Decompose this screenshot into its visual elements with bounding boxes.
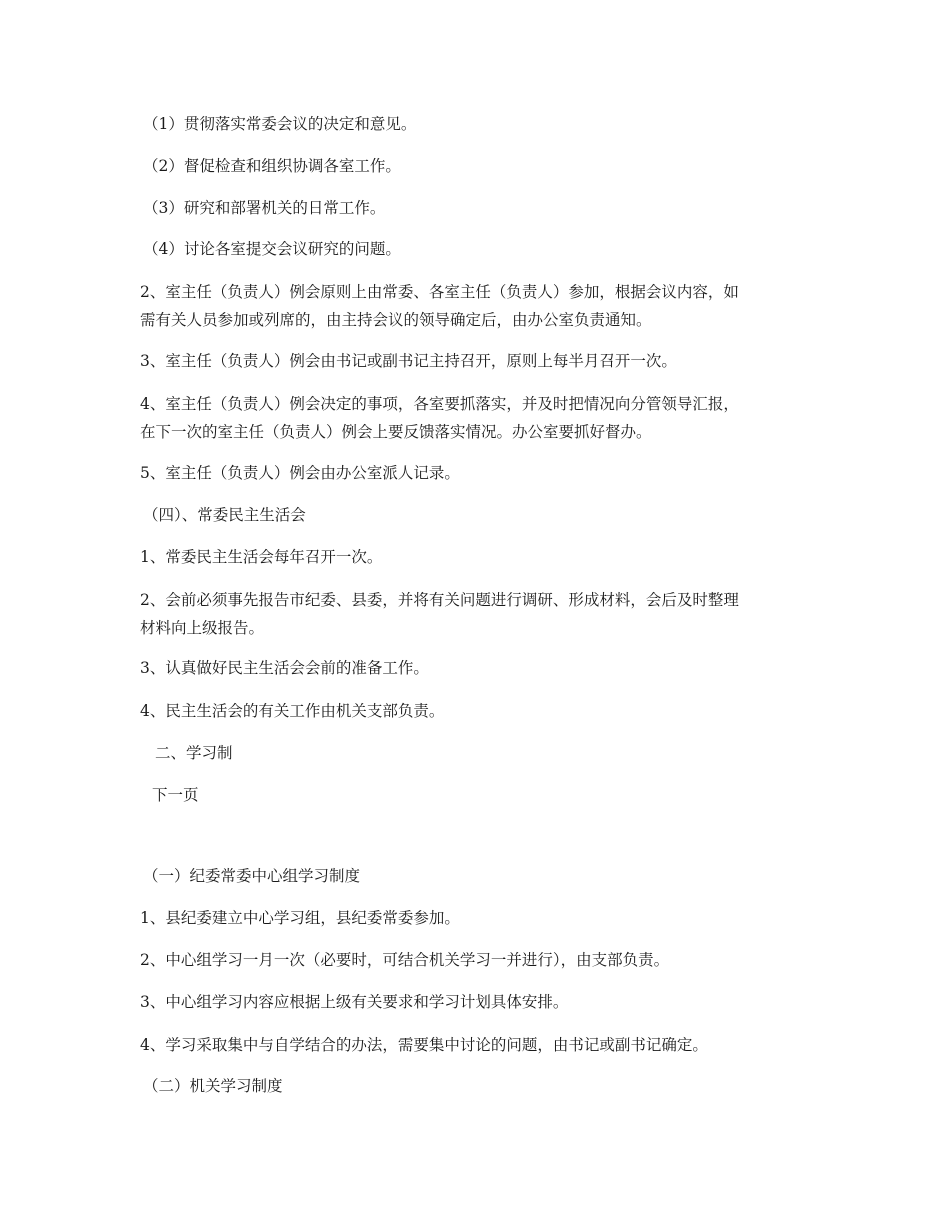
paragraph-item-2: （2）督促检查和组织协调各室工作。 [143,157,401,175]
subsection-heading-organ-study: （二）机关学习制度 [143,1077,283,1095]
paragraph-4-line-2: 在下一次的室主任（负责人）例会上要反馈落实情况。办公室要抓好督办。 [140,423,652,441]
paragraph-item-4: （4）讨论各室提交会议研究的问题。 [143,240,401,258]
paragraph-4-line-1: 4、室主任（负责人）例会决定的事项，各室要抓落实，并及时把情况向分管领导汇报， [140,395,739,413]
study-item-1: 1、县纪委建立中心学习组，县纪委常委参加。 [140,909,460,927]
paragraph-item-1: （1）贯彻落实常委会议的决定和意见。 [143,115,417,133]
paragraph-item-3: （3）研究和部署机关的日常工作。 [143,199,386,217]
study-item-4: 4、学习采取集中与自学结合的办法，需要集中讨论的问题，由书记或副书记确定。 [140,1036,708,1054]
paragraph-2-line-1: 2、室主任（负责人）例会原则上由常委、各室主任（负责人）参加，根据会议内容，如 [140,283,739,301]
paragraph-2-line-2: 需有关人员参加或列席的，由主持会议的领导确定后，由办公室负责通知。 [140,311,652,329]
democratic-item-4: 4、民主生活会的有关工作由机关支部负责。 [140,702,445,720]
study-item-2: 2、中心组学习一月一次（必要时，可结合机关学习一并进行），由支部负责。 [140,951,670,969]
democratic-item-2-line-2: 材料向上级报告。 [140,619,265,637]
paragraph-3: 3、室主任（负责人）例会由书记或副书记主持召开，原则上每半月召开一次。 [140,352,677,370]
next-page-link[interactable]: 下一页 [152,786,199,804]
study-item-3: 3、中心组学习内容应根据上级有关要求和学习计划具体安排。 [140,993,569,1011]
democratic-item-3: 3、认真做好民主生活会会前的准备工作。 [140,659,429,677]
paragraph-5: 5、室主任（负责人）例会由办公室派人记录。 [140,464,460,482]
subsection-heading-central-group: （一）纪委常委中心组学习制度 [143,867,361,885]
section-heading-democratic-life: （四）、常委民主生活会 [143,506,306,524]
section-heading-study-system: 二、学习制 [155,744,233,762]
democratic-item-1: 1、常委民主生活会每年召开一次。 [140,548,383,566]
democratic-item-2-line-1: 2、会前必须事先报告市纪委、县委，并将有关问题进行调研、形成材料，会后及时整理 [140,591,739,609]
